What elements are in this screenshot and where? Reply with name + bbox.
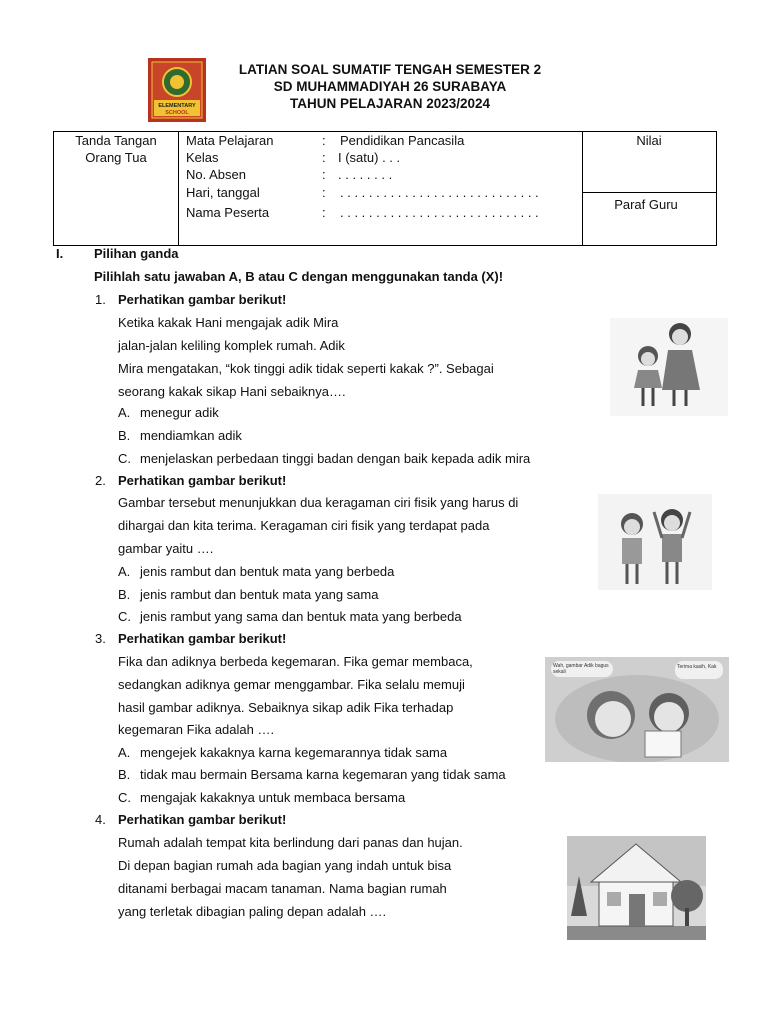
- date-value: . . . . . . . . . . . . . . . . . . . . . . . . . . . .: [340, 185, 539, 200]
- q4-heading: Perhatikan gambar berikut!: [118, 812, 287, 827]
- q1-option-a-key: A.: [118, 405, 131, 420]
- parent-signature-label-1: Tanda Tangan: [75, 133, 157, 148]
- name-value: . . . . . . . . . . . . . . . . . . . . . . . . . . . .: [340, 205, 539, 220]
- q3-line: Fika dan adiknya berbeda kegemaran. Fika gemar membaca,: [118, 654, 473, 669]
- q1-option-a: menegur adik: [140, 405, 219, 420]
- q3-bubble-left: Wah, gambar Adik bagus sekali: [553, 663, 609, 675]
- q2-option-c-key: C.: [118, 609, 131, 624]
- score-label: Nilai: [636, 133, 662, 148]
- subject-colon: :: [322, 133, 326, 148]
- q1-line: jalan-jalan keliling komplek rumah. Adik: [118, 338, 345, 353]
- q2-picture-two-kids: [598, 494, 712, 590]
- absen-value: . . . . . . . .: [338, 167, 393, 182]
- q3-option-a-key: A.: [118, 745, 131, 760]
- q4-line: yang terletak dibagian paling depan adalah ….: [118, 904, 387, 919]
- class-label: Kelas: [186, 150, 219, 165]
- q4-line: ditanami berbagai macam tanaman. Nama bagian rumah: [118, 881, 447, 896]
- q1-option-b: mendiamkan adik: [140, 428, 242, 443]
- absen-colon: :: [322, 167, 326, 182]
- q3-line: sedangkan adiknya gemar menggambar. Fika selalu memuji: [118, 677, 465, 692]
- q2-option-a: jenis rambut dan bentuk mata yang berbeda: [140, 564, 395, 579]
- absen-label: No. Absen: [186, 167, 246, 182]
- q2-heading: Perhatikan gambar berikut!: [118, 473, 287, 488]
- q4-line: Di depan bagian rumah ada bagian yang indah untuk bisa: [118, 858, 452, 873]
- info-table: [53, 131, 717, 246]
- q1-line: seorang kakak sikap Hani sebaiknya….: [118, 384, 346, 399]
- q3-option-b: tidak mau bermain Bersama karna kegemaran yang tidak sama: [140, 767, 506, 782]
- name-label: Nama Peserta: [186, 205, 270, 220]
- title-line-1: LATIAN SOAL SUMATIF TENGAH SEMESTER 2: [238, 62, 542, 77]
- q4-number: 4.: [95, 812, 106, 827]
- q3-bubble-right: Terima kasih, Kak: [677, 664, 717, 670]
- q1-line: Mira mengatakan, “kok tinggi adik tidak seperti kakak ?”. Sebagai: [118, 361, 494, 376]
- q1-heading: Perhatikan gambar berikut!: [118, 292, 287, 307]
- q2-number: 2.: [95, 473, 106, 488]
- q2-option-c: jenis rambut yang sama dan bentuk mata yang berbeda: [140, 609, 462, 624]
- q1-line: Ketika kakak Hani mengajak adik Mira: [118, 315, 339, 330]
- q2-line: Gambar tersebut menunjukkan dua keragaman ciri fisik yang harus di: [118, 495, 519, 510]
- title-line-3: TAHUN PELAJARAN 2023/2024: [289, 96, 491, 111]
- section-instruction: Pilihlah satu jawaban A, B atau C dengan menggunakan tanda (X)!: [94, 269, 504, 284]
- q1-picture-two-girls: [610, 318, 728, 416]
- q3-line: kegemaran Fika adalah ….: [118, 722, 275, 737]
- svg-text:SCHOOL: SCHOOL: [165, 110, 189, 116]
- name-colon: :: [322, 205, 326, 220]
- q3-number: 3.: [95, 631, 106, 646]
- q2-option-a-key: A.: [118, 564, 131, 579]
- school-logo: [148, 58, 206, 122]
- section-number: I.: [56, 246, 64, 261]
- date-label: Hari, tanggal: [186, 185, 260, 200]
- q2-line: dihargai dan kita terima. Keragaman ciri fisik yang terdapat pada: [118, 518, 490, 533]
- q3-option-c-key: C.: [118, 790, 131, 805]
- q1-number: 1.: [95, 292, 106, 307]
- q3-heading: Perhatikan gambar berikut!: [118, 631, 287, 646]
- section-title: Pilihan ganda: [94, 246, 179, 261]
- q3-line: hasil gambar adiknya. Sebaiknya sikap adik Fika terhadap: [118, 700, 454, 715]
- q3-option-b-key: B.: [118, 767, 131, 782]
- teacher-initial-label: Paraf Guru: [614, 197, 678, 212]
- q2-option-b-key: B.: [118, 587, 131, 602]
- q1-option-b-key: B.: [118, 428, 131, 443]
- date-colon: :: [322, 185, 326, 200]
- class-value: I (satu) . . .: [338, 150, 401, 165]
- q1-option-c-key: C.: [118, 451, 131, 466]
- parent-signature-label-2: Orang Tua: [85, 150, 147, 165]
- q3-picture-siblings: [545, 657, 729, 762]
- q2-option-b: jenis rambut dan bentuk mata yang sama: [140, 587, 379, 602]
- title-line-2: SD MUHAMMADIYAH 26 SURABAYA: [273, 79, 507, 94]
- q4-line: Rumah adalah tempat kita berlindung dari panas dan hujan.: [118, 835, 463, 850]
- q3-option-c: mengajak kakaknya untuk membaca bersama: [140, 790, 406, 805]
- q1-option-c: menjelaskan perbedaan tinggi badan dengan baik kepada adik mira: [140, 451, 531, 466]
- q4-picture-house: [567, 836, 706, 940]
- subject-value: Pendidikan Pancasila: [340, 133, 465, 148]
- q2-line: gambar yaitu ….: [118, 541, 214, 556]
- svg-text:ELEMENTARY: ELEMENTARY: [158, 103, 196, 109]
- q3-option-a: mengejek kakaknya karna kegemarannya tidak sama: [140, 745, 448, 760]
- class-colon: :: [322, 150, 326, 165]
- subject-label: Mata Pelajaran: [186, 133, 274, 148]
